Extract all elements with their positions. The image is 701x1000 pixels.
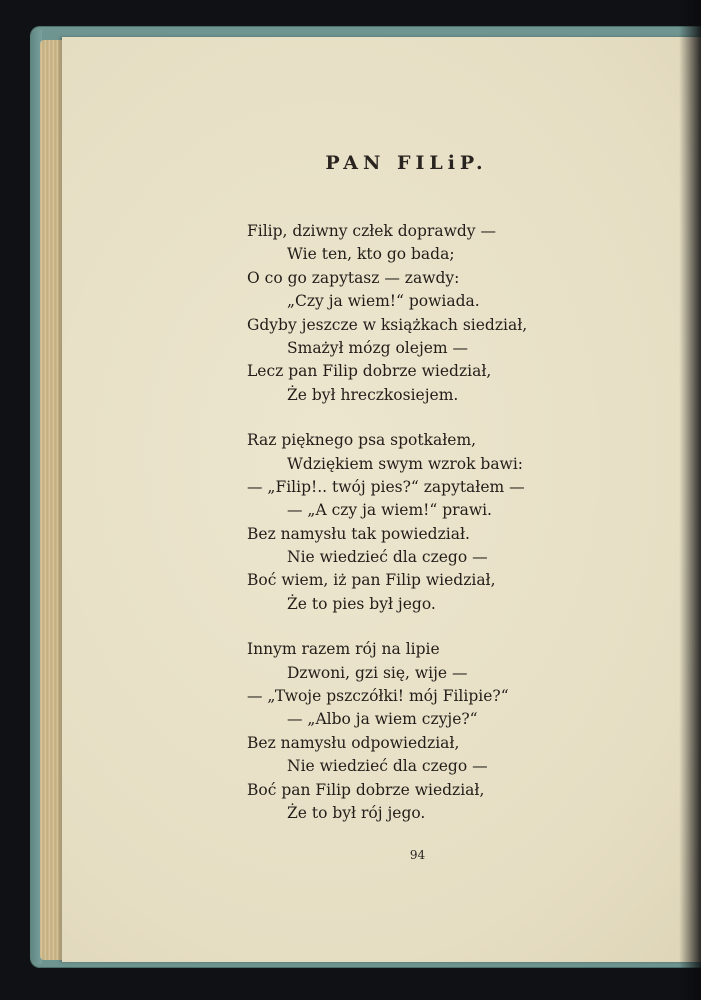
poem-line: — „Albo ja wiem czyje?“ (287, 710, 478, 729)
poem-line: Dzwoni, gzi się, wije — (287, 663, 468, 682)
poem-line: Bez namysłu odpowiedział, (247, 733, 460, 752)
poem-line: Innym razem rój na lipie (247, 640, 440, 659)
stanza-3 (247, 638, 577, 825)
poem-line: Nie wiedzieć dla czego — (287, 548, 488, 567)
poem-line: O co go zapytasz — zawdy: (247, 268, 460, 287)
stanza-2 (247, 429, 577, 616)
poem-line: — „Filip!.. twój pies?“ zapytałem — (247, 477, 525, 496)
poem-line: Lecz pan Filip dobrze wiedział, (247, 362, 492, 381)
poem-line: — „A czy ja wiem!“ prawi. (287, 501, 492, 520)
poem-line: Wdziękiem swym wzrok bawi: (287, 454, 524, 473)
poem-line: Boć wiem, iż pan Filip wiedział, (247, 571, 496, 590)
poem-line: „Czy ja wiem!“ powiada. (287, 292, 480, 311)
stanza-1 (247, 220, 577, 407)
poem-line: Raz pięknego psa spotkałem, (247, 431, 477, 450)
poem-line: Bez namysłu tak powiedział. (247, 524, 470, 543)
poem-line: Że był hreczkosiejem. (287, 385, 459, 404)
poem-line: — „Twoje pszczółki! mój Filipie?“ (247, 687, 509, 706)
poem-line: Nie wiedzieć dla czego — (287, 757, 488, 776)
page-number: 94 (409, 848, 426, 862)
poem-body (247, 220, 577, 847)
poem-line: Że to pies był jego. (287, 594, 436, 613)
poem-line: Boć pan Filip dobrze wiedział, (247, 780, 485, 799)
poem-line: Wie ten, kto go bada; (287, 245, 455, 264)
poem-line: Smażył mózg olejem — (287, 338, 469, 357)
poem-line: Że to był rój jego. (287, 803, 426, 822)
poem-line: Gdyby jeszcze w książkach siedział, (247, 315, 528, 334)
poem-title: PAN FILiP. (325, 152, 488, 174)
poem-line: Filip, dziwny człek doprawdy — (247, 222, 496, 240)
